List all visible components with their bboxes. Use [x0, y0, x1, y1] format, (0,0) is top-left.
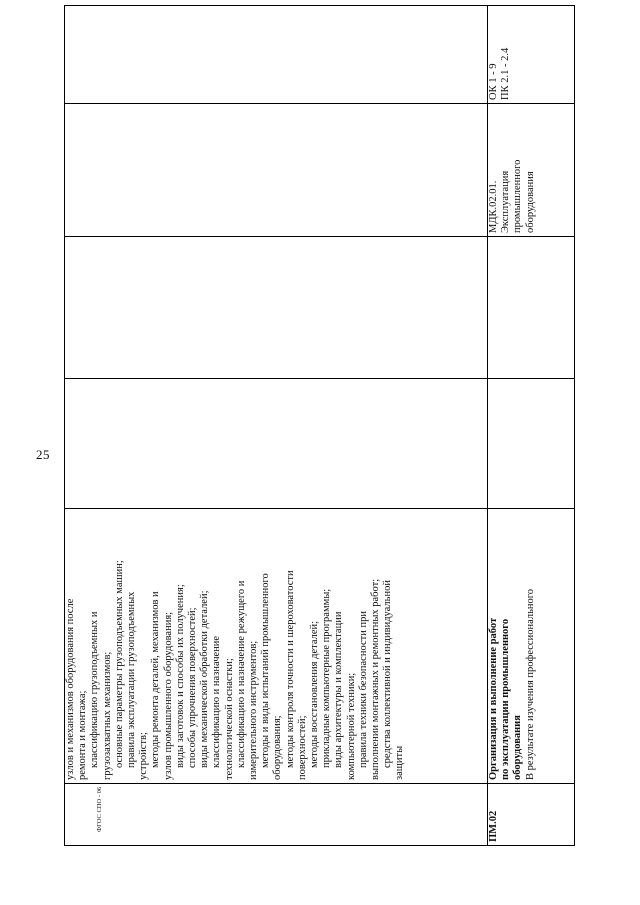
- content-line: ремонта и монтажа;: [77, 690, 89, 780]
- competency-table: [64, 5, 575, 846]
- cell-module-code: [488, 784, 575, 846]
- content-line: измерительного инструментов;: [248, 640, 260, 780]
- content-lines: [65, 512, 407, 780]
- content-line: узлов промышленного оборудования;: [162, 611, 174, 780]
- module-code: ПМ.02: [488, 810, 499, 842]
- mdk-line: оборудования: [524, 171, 536, 233]
- content-line: виды заготовок и способы их получения;: [174, 584, 186, 768]
- cell-empty-3: [65, 379, 488, 509]
- rotated-table-frame: [64, 48, 572, 846]
- module-title-line: Организация и выполнение работ: [488, 617, 499, 780]
- content-line: средства коллективной и индивидуальной: [382, 580, 394, 768]
- content-line: технологической оснастки;: [223, 658, 235, 780]
- content-line: основные параметры грузоподъемных машин;: [113, 560, 125, 768]
- content-line: компьютерной техники;: [345, 672, 357, 780]
- cell-empty-4: [65, 237, 488, 379]
- content-line: правила эксплуатации грузоподъемных: [126, 591, 138, 768]
- content-line: способы упрочнения поверхностей;: [187, 607, 199, 768]
- content-line: классификацию грузоподъемных и: [89, 611, 101, 768]
- cell-empty-3b: [488, 379, 575, 509]
- content-line: правила техники безопасности при: [357, 611, 369, 768]
- cell-competence-1: [65, 6, 488, 104]
- content-line: узлов и механизмов оборудования после: [65, 598, 76, 780]
- module-text-start: В результате изучения профессионального: [524, 588, 536, 780]
- mdk-line: МДК.02.01.: [488, 180, 499, 233]
- competence-line: ОК 1 - 9: [488, 63, 499, 100]
- content-line: прикладные компьютерные программы;: [321, 588, 333, 768]
- competence-line: ПК 2.1 - 2.4: [500, 47, 512, 100]
- cell-competence: [488, 6, 575, 104]
- content-line: устройств;: [138, 732, 150, 780]
- content-line: оборудования;: [272, 715, 284, 780]
- content-line: виды механической обработки деталей;: [199, 590, 211, 768]
- mdk-line: промышленного: [512, 159, 524, 233]
- cell-mdk-1: [65, 104, 488, 237]
- content-line: методы контроля точности и шероховатости: [284, 570, 296, 768]
- module-title-line: оборудования: [512, 715, 524, 780]
- table-row: [65, 6, 488, 846]
- cell-empty-4b: [488, 237, 575, 379]
- cell-content-1: [65, 509, 488, 784]
- table-row: [488, 6, 575, 846]
- mdk-line: Эксплуатация: [500, 170, 512, 233]
- content-line: виды архитектуры и комплектации: [333, 611, 345, 768]
- module-title-line: по эксплуатации промышленного: [500, 618, 512, 780]
- content-line: классификацию и назначение: [211, 635, 223, 768]
- content-line: классификацию и назначение режущего и: [235, 580, 247, 768]
- content-line: защиты: [394, 745, 406, 780]
- content-line: методы восстановления деталей;: [309, 620, 321, 768]
- cell-mdk: [488, 104, 575, 237]
- footer-label: ФГОС СПО - 06: [96, 786, 103, 832]
- content-line: методы ремонта деталей, механизмов и: [150, 591, 162, 768]
- cell-module-title: [488, 509, 575, 784]
- content-line: методы и виды испытаний промышленного: [260, 573, 272, 768]
- page-number: 25: [36, 447, 50, 462]
- cell-index-1: [65, 784, 488, 846]
- content-line: выполнении монтажных и ремонтных работ;: [370, 578, 382, 780]
- content-line: грузозахватных механизмов;: [101, 651, 113, 780]
- content-line: поверхностей;: [296, 715, 308, 780]
